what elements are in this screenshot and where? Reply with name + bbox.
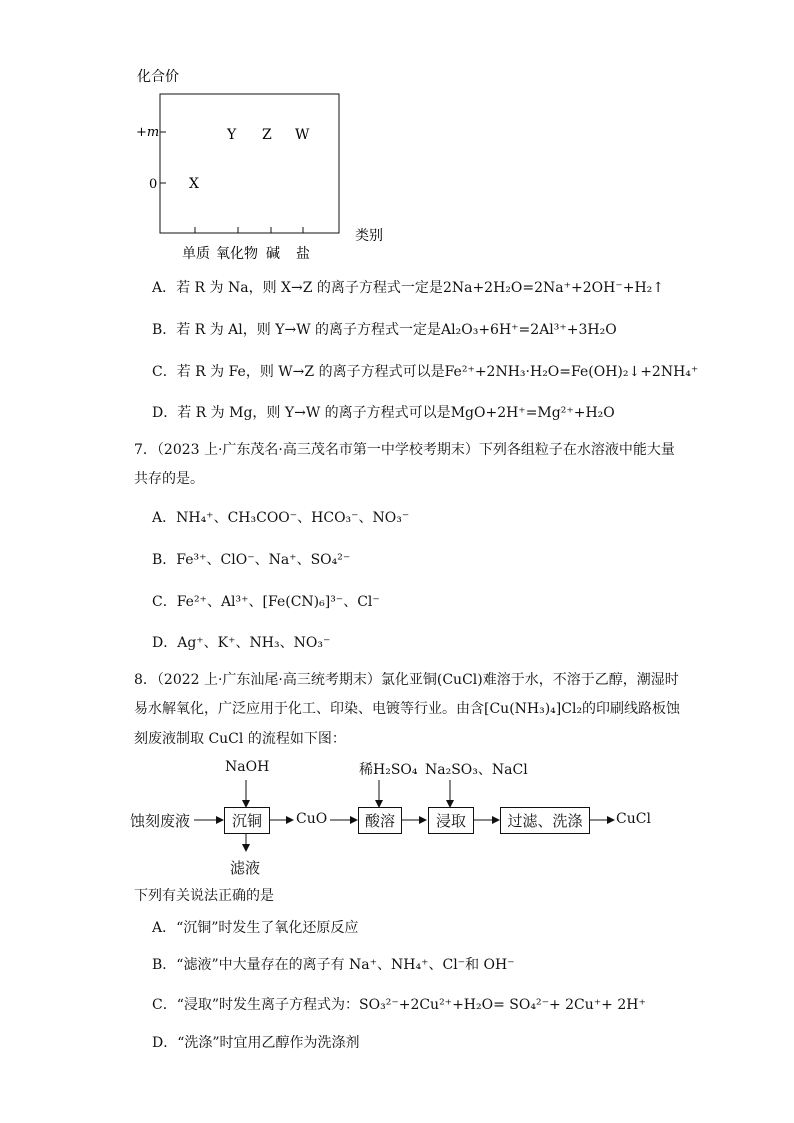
point-z: Z [262, 127, 272, 143]
flow-box-leach: 浸取 [428, 807, 474, 834]
flow-end-label: CuCl [616, 811, 651, 827]
y-tick-label-m: +m [136, 125, 160, 140]
flow-naoh-label: NaOH [225, 759, 270, 775]
chart-svg [126, 62, 396, 262]
q8-option-c: C．“浸取”时发生离子方程式为：SO₃²⁻+2Cu²⁺+H₂O= SO₄²⁻+ 2Cu⁺+ 2H⁺ [152, 997, 646, 1013]
y-axis-title: 化合价 [137, 69, 179, 85]
q6-option-b [152, 320, 617, 340]
q6-option-d-text: D．若 R 为 Mg，则 Y→W 的离子方程式可以是 [152, 405, 451, 421]
x-axis-title: 类别 [355, 228, 383, 244]
q7-option-b: B．Fe³⁺、ClO⁻、Na⁺、SO₄²⁻ [152, 552, 351, 568]
q6-option-a [152, 278, 664, 298]
q8-option-b: B．“滤液”中大量存在的离子有 Na⁺、NH₄⁺、Cl⁻和 OH⁻ [152, 957, 515, 973]
point-y: Y [227, 127, 237, 143]
q6-option-c-text: C．若 R 为 Fe，则 W→Z 的离子方程式可以是 [152, 364, 445, 380]
flow-box-precipitate-copper: 沉铜 [224, 807, 270, 834]
x-category-base: 碱 [266, 246, 280, 262]
flow-filtrate-label: 滤液 [230, 859, 261, 877]
q7-stem-line-1: 7．（2023 上·广东茂名·高三茂名市第一中学校考期末）下列各组粒子在水溶液中能大量 [134, 442, 675, 458]
y-tick-label-0: 0 [149, 177, 158, 192]
valence-category-chart [126, 62, 396, 262]
x-category-oxide: 氧化物 [216, 246, 258, 262]
flow-cuo-label: CuO [296, 811, 328, 827]
q8-stem-line-3: 刻废液制取 CuCl 的流程如下图： [134, 731, 346, 747]
flow-reagents-label: Na₂SO₃、NaCl [425, 762, 528, 778]
q8-option-d: D．“洗涤”时宜用乙醇作为洗涤剂 [152, 1035, 360, 1051]
q8-stem-line-1: 8．（2022 上·广东汕尾·高三统考期末）氯化亚铜(CuCl)难溶于水，不溶于乙醇，潮湿时 [134, 672, 679, 688]
point-w: W [295, 127, 310, 143]
q6-option-d [152, 403, 615, 423]
q6-option-a-text: A．若 R 为 Na，则 X→Z 的离子方程式一定是 [152, 280, 443, 296]
q6-option-c-equation: Fe²⁺+2NH₃·H₂O=Fe(OH)₂↓+2NH₄⁺ [444, 364, 699, 380]
q6-option-c [152, 362, 698, 382]
q7-option-d: D．Ag⁺、K⁺、NH₃、NO₃⁻ [152, 635, 331, 651]
q6-option-b-text: B．若 R 为 Al，则 Y→W 的离子方程式一定是 [152, 322, 442, 338]
x-category-salt: 盐 [296, 246, 310, 262]
flow-box-filter-wash: 过滤、洗涤 [500, 807, 590, 834]
q7-option-c: C．Fe²⁺、Al³⁺、[Fe(CN)₆]³⁻、Cl⁻ [152, 594, 380, 610]
flow-start-label: 蚀刻废液 [130, 812, 191, 830]
q8-question: 下列有关说法正确的是 [134, 888, 274, 904]
q7-stem-line-2: 共存的是。 [134, 471, 204, 487]
q6-option-a-equation: 2Na+2H₂O=2Na⁺+2OH⁻+H₂↑ [442, 280, 664, 296]
q7-option-a: A．NH₄⁺、CH₃COO⁻、HCO₃⁻、NO₃⁻ [152, 510, 410, 526]
flow-acid-label: 稀H₂SO₄ [359, 762, 418, 778]
q8-option-a: A．“沉铜”时发生了氧化还原反应 [152, 920, 359, 936]
x-category-elemental: 单质 [182, 246, 210, 262]
q6-option-b-equation: Al₂O₃+6H⁺=2Al³⁺+3H₂O [441, 322, 617, 338]
q8-flowchart [130, 758, 660, 878]
plot-frame [160, 94, 339, 233]
q8-stem-line-2: 易水解氧化，广泛应用于化工、印染、电镀等行业。由含[Cu(NH₃)₄]Cl₂的印刷线路板蚀 [134, 701, 681, 717]
point-x: X [189, 176, 199, 192]
q6-option-d-equation: MgO+2H⁺=Mg²⁺+H₂O [450, 405, 615, 421]
flow-box-acid-dissolve: 酸溶 [358, 807, 402, 834]
